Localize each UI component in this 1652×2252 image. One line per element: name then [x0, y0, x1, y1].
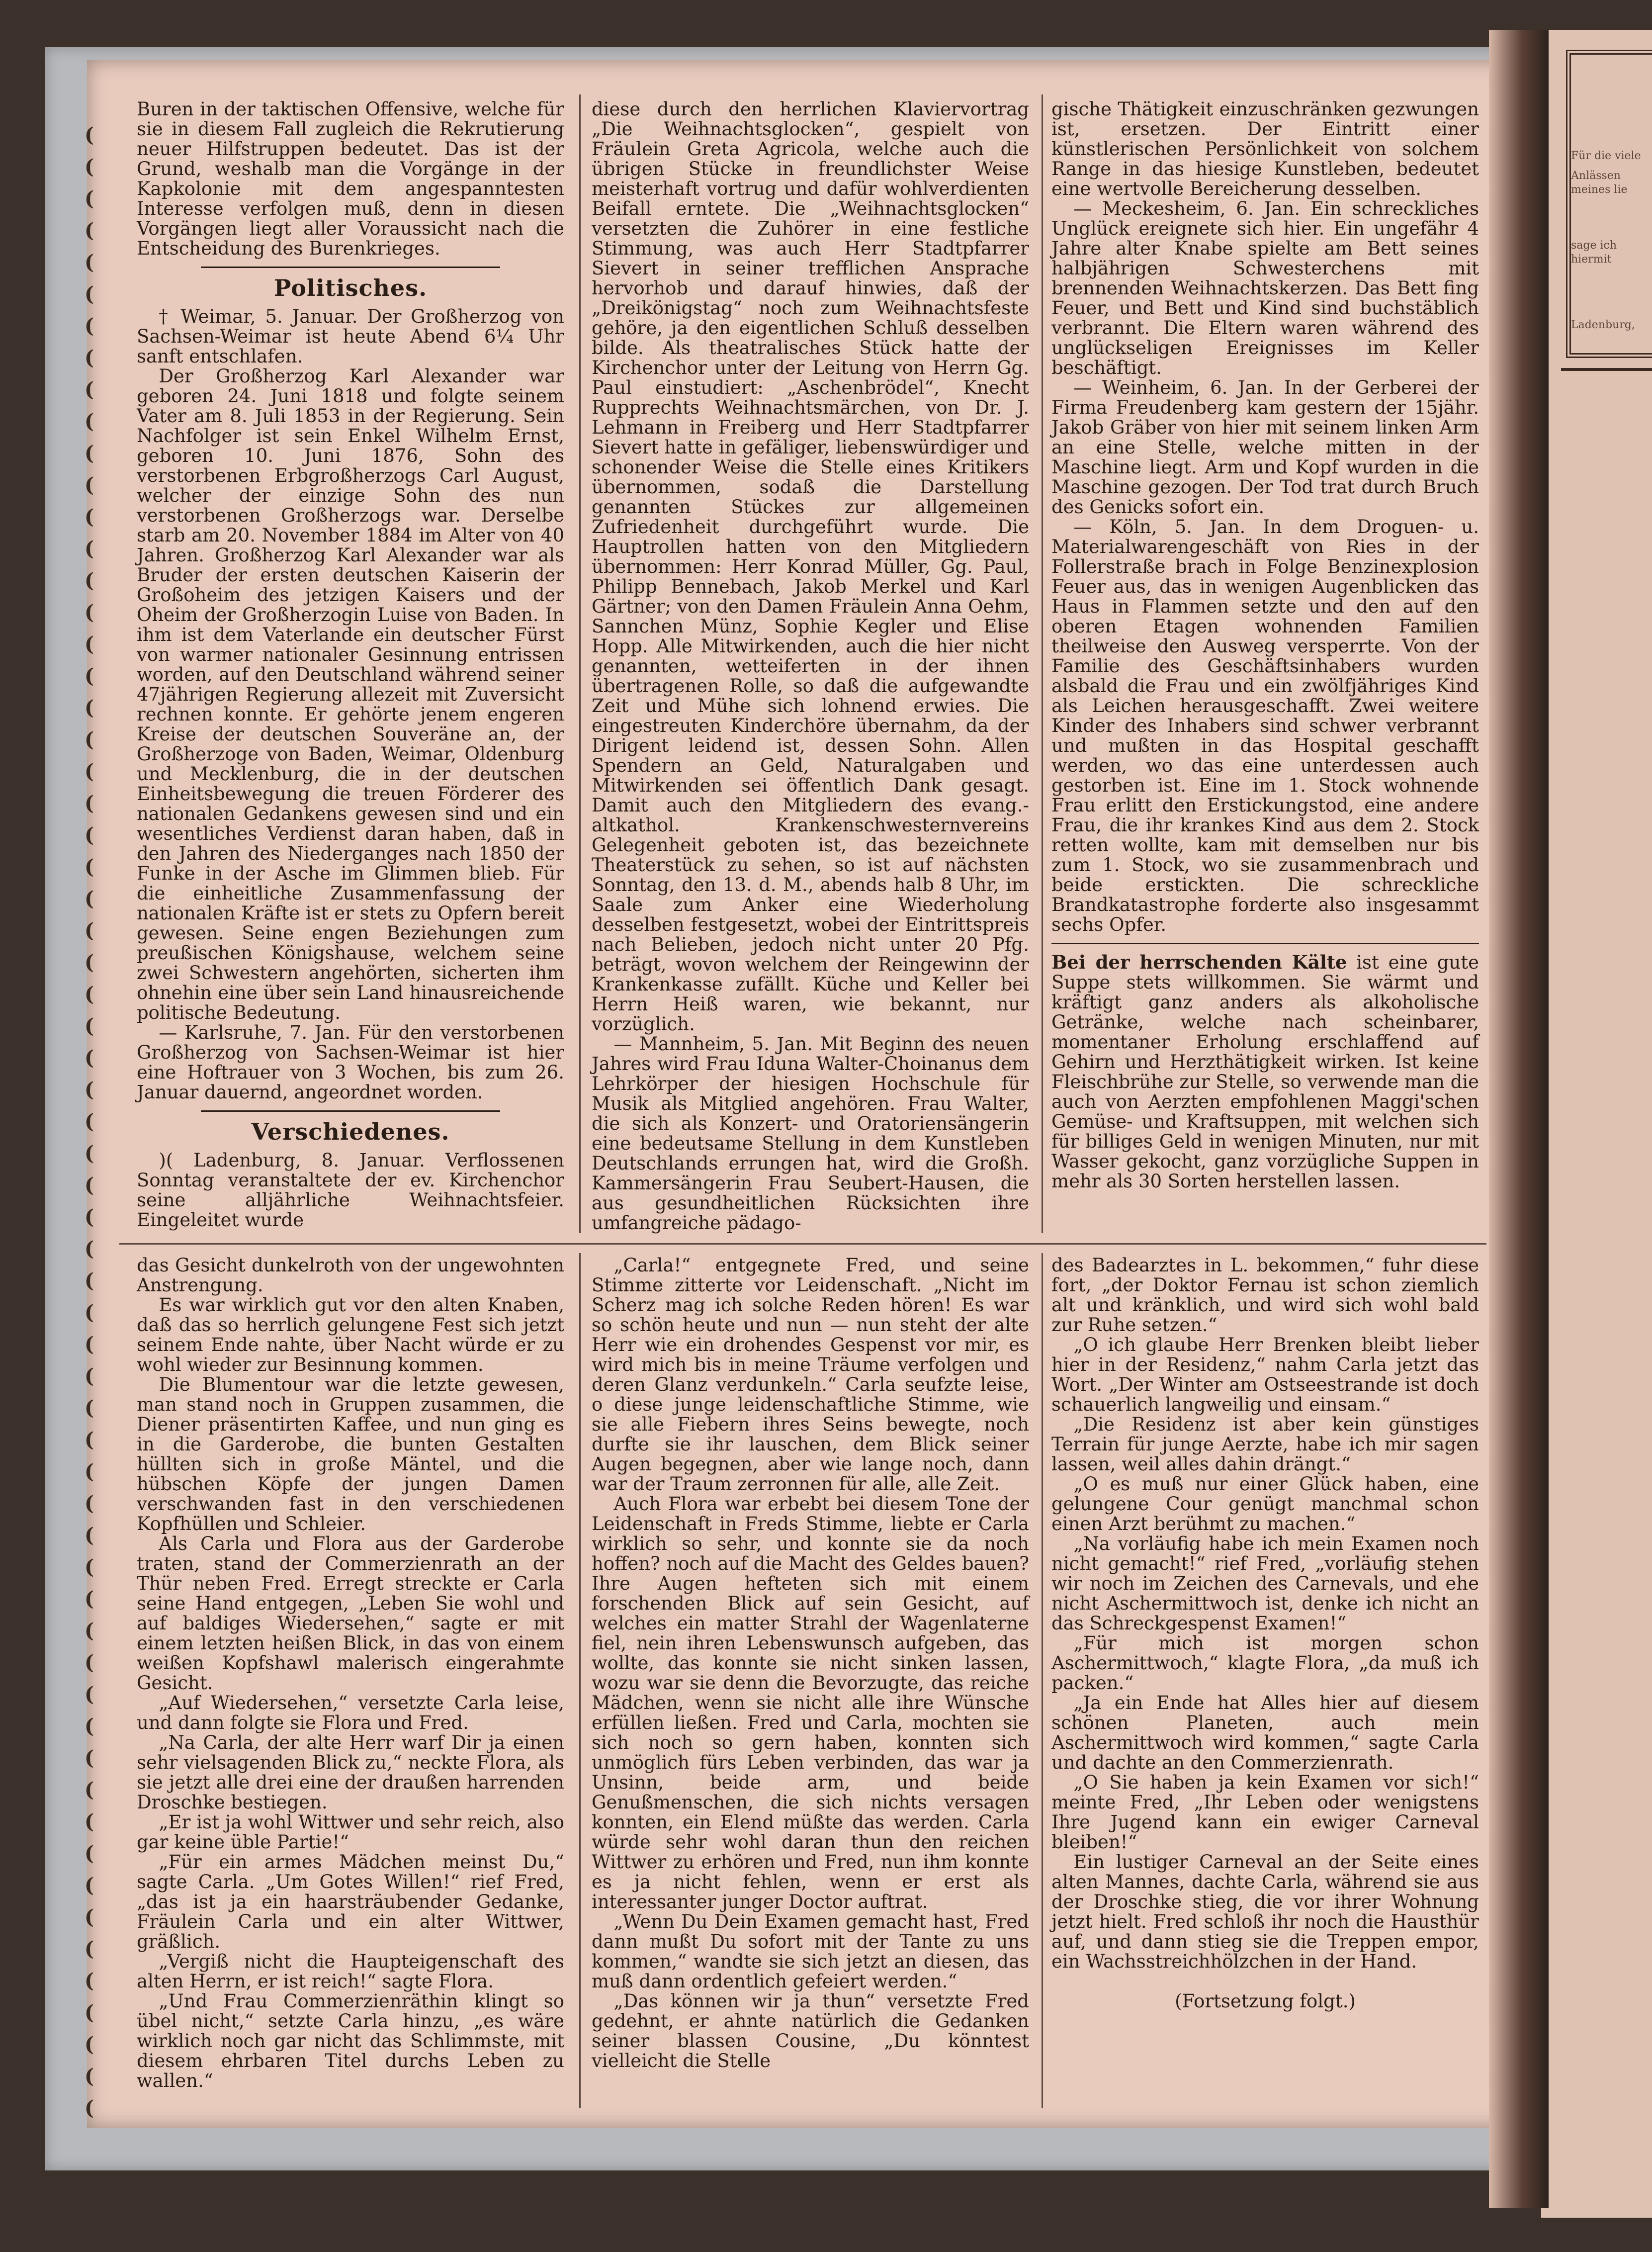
story-paragraph: „Er ist ja wohl Wittwer und sehr reich, also gar keine üble Partie!“ [137, 1811, 564, 1853]
article-paragraph: — Köln, 5. Jan. In dem Droguen- u. Materialwarengeschäft von Ries in der Follerstraße brach in Folge Benzinexplosion Feuer aus, das in wenigen Augenblicken das Haus in Flammen setzte und den auf den oberen Etagen wohnenden Familien theilweise den Ausweg versperrte. Von der Familie des Geschäftsinhabers wurden alsbald die Frau und ein zwölfjähriges Kind als Leichen herausgeschafft. Zwei weitere Kinder des Inhabers sind schwer verbrannt und mußten in das Hospital geschafft werden, wo das eine unterdessen auch gestorben ist. Eine im 1. Stock wohnende Frau erlitt den Erstickungstod, eine andere Frau, die ihr krankes Kind aus dem 2. Stock retten wollte, kam mit demselben nur bis zum 1. Stock, wo sie zusammenbrach und beide erstickten. Die schreckliche Brandkatastrophe forderte also insgesammt sechs Opfer. [1051, 516, 1479, 935]
story-paragraph: „Und Frau Commerzienräthin klingt so übel nicht,“ setzte Carla hinzu, „es wäre wirklich noch gar nicht das Schlimmste, mit diesem ehrbaren Titel durchs Leben zu wallen.“ [137, 1990, 564, 2091]
section-heading-verschiedenes: Verschiedenes. [251, 1118, 450, 1145]
story-paragraph: „Na vorläufig habe ich mein Examen noch nicht gemacht!“ rief Fred, „vorläufig stehen wir noch im Zeichen des Carnevals, und ehe nicht Aschermittwoch ist, denke ich nicht an das Schreckgespenst Examen!“ [1051, 1533, 1479, 1634]
article-paragraph: † Weimar, 5. Januar. Der Großherzog von Sachsen-Weimar ist heute Abend 6¼ Uhr sanft entschlafen. [137, 306, 564, 367]
adjacent-page-line: Für die viele [1571, 150, 1641, 162]
feuilleton-column-1 [137, 1256, 564, 2091]
story-paragraph: „Na Carla, der alte Herr warf Dir ja einen sehr vielsagenden Blick zu,“ neckte Flora, als sie jetzt alle drei eine der draußen harrenden Droschke bestiegen. [137, 1732, 564, 1813]
feuilleton-divider [119, 1243, 1486, 1245]
story-paragraph: „Vergiß nicht die Haupteigenschaft des alten Herrn, er ist reich!“ sagte Flora. [137, 1951, 564, 1992]
story-paragraph: das Gesicht dunkelroth von der ungewohnten Anstrengung. [137, 1255, 564, 1296]
article-paragraph: Buren in der taktischen Offensive, welche für sie in diesem Fall zugleich die Rekrutierung neuer Hilfstruppen bedeutet. Das ist der Grund, weshalb man die Vorgänge in der Kapkolonie mit dem angespanntesten Interesse verfolgen muß, denn in diesen Vorgängen liegt aller Voraussicht nach die Entscheidung des Burenkrieges. [137, 98, 564, 259]
article-paragraph: diese durch den herrlichen Klaviervortrag „Die Weihnachtsglocken“, gespielt von Fräulein Greta Agricola, welche auch die übrigen Stücke in freundlichster Weise meisterhaft vortrug und dafür wohlverdienten Beifall erntete. Die „Weihnachtsglocken“ versetzten die Zuhörer in eine festliche Stimmung, was auch Herr Stadtpfarrer Sievert in seiner trefflichen Ansprache hervorhob und darauf hinwies, daß der „Dreikönigstag“ noch zum Weihnachtsfeste gehöre, ja den eigentlichen Schluß desselben bilde. Als theatralisches Stück hatte der Kirchenchor unter der Leitung von Herrn Gg. Paul einstudiert: „Aschenbrödel“, Knecht Rupprechts Weihnachtsmärchen, von Dr. J. Lehmann in Freiberg und Herr Stadtpfarrer Sievert hatte in gefäliger, liebenswürdiger und schonender Weise die Stelle eines Kritikers übernommen, sodaß die Darstellung genannten Stückes zur allgemeinen Zufriedenheit durchgeführt wurde. Die Hauptrollen hatten von den Mitgliedern übernommen: Herr Konrad Müller, Gg. Paul, Philipp Bennebach, Jakob Merkel und Karl Gärtner; von den Damen Fräulein Anna Oehm, Sannchen Münz, Sophie Kegler und Elise Hopp. Alle Mitwirkenden, auch die hier nicht genannten, wetteiferten in der ihnen übertragenen Rolle, so daß die aufgewandte Zeit und Mühe sich lohnend erwies. Die eingestreuten Kinderchöre übernahm, da der Dirigent leidend ist, dessen Sohn. Allen Spendern an Geld, Naturalgaben und Mitwirkenden sei öffentlich Dank gesagt. Damit auch den Mitgliedern des evang.-altkathol. Krankenschwesternvereins Gelegenheit geboten ist, das bezeichnete Theaterstück zu sehen, so ist auf nächsten Sonntag, den 13. d. M., abends halb 8 Uhr, im Saale zum Anker eine Wiederholung desselben festgesetzt, wobei der Eintrittspreis nach Belieben, jedoch nicht unter 20 Pfg. beträgt, wovon welchem der Reingewinn der Krankenkasse zufällt. Küche und Keller bei Herrn Heiß waren, wie bekannt, nur vorzüglich. [592, 98, 1029, 1035]
feuilleton-column-2 [592, 1256, 1029, 2071]
article-paragraph: gische Thätigkeit einzuschränken gezwungen ist, ersetzen. Der Eintritt einer künstlerischen Persönlichkeit von solchem Range in das hiesige Kunstleben, bedeutet eine wertvolle Bereicherung desselben. [1051, 98, 1479, 199]
story-paragraph: „Ja ein Ende hat Alles hier auf diesem schönen Planeten, auch mein Aschermittwoch wird kommen,“ sagte Carla und dachte an den Commerzienrath. [1051, 1692, 1479, 1773]
story-paragraph: Auch Flora war erbebt bei diesem Tone der Leidenschaft in Freds Stimme, liebte er Carla wirklich so sehr, und konnte sie da noch hoffen? noch auf die Macht des Geldes bauen? Ihre Augen hefteten sich mit einem forschenden Blick auf sein Gesicht, auf welches ein matter Strahl der Wagenlaterne fiel, nein ihren Lebenswunsch aufgeben, das wollte, das konnte sie nicht sinken lassen, wozu war sie denn die Bevorzugte, das reiche Mädchen, wenn sie nicht alle ihre Wünsche erfüllen ließen. Fred und Carla, mochten sie sich noch so gern haben, konnten sich unmöglich fürs Leben verbinden, das war ja Unsinn, beide arm, und beide Genußmenschen, die sich nichts versagen konnten, ein Elend müßte das werden. Carla würde sehr wohl daran thun den reichen Wittwer zu erhören und Fred, nun ihm konnte es ja nicht fehlen, wenn er erst als interessanter junger Doctor auftrat. [592, 1493, 1029, 1912]
article-paragraph: — Meckesheim, 6. Jan. Ein schreckliches Unglück ereignete sich hier. Ein ungefähr 4 Jahre alter Knabe spielte am Bett seines halbjährigen Schwesterchens mit brennenden Weihnachtskerzen. Das Bett fing Feuer, und Bett und Kind sind buchstäblich verbrannt. Die Eltern waren während des unglückseligen Ereignisses im Keller beschäftigt. [1051, 198, 1479, 378]
column-rule [579, 94, 581, 1233]
story-paragraph: des Badearztes in L. bekommen,“ fuhr diese fort, „der Doktor Fernau ist schon ziemlich alt und kränklich, und wird sich wohl bald zur Ruhe setzen.“ [1051, 1255, 1479, 1336]
story-paragraph: „O es muß nur einer Glück haben, eine gelungene Cour genügt manchmal schon einen Arzt berühmt zu machen.“ [1051, 1473, 1479, 1534]
upper-column-1 [137, 99, 564, 1230]
adjacent-page-line: Anlässen meines lie [1571, 170, 1628, 196]
story-paragraph: „Für ein armes Mädchen meinst Du,“ sagte Carla. „Um Gotes Willen!“ rief Fred, „das ist ja ein haarsträubender Gedanke, Fräulein Carla und ein alter Wittwer, gräßlich. [137, 1851, 564, 1952]
continuation-note: (Fortsetzung folgt.) [1175, 1990, 1356, 2012]
story-paragraph: „Wenn Du Dein Examen gemacht hast, Fred dann mußt Du sofort mit der Tante zu uns kommen,“ wandte sie sich jetzt an diesen, das muß dann ordentlich gefeiert werden.“ [592, 1911, 1029, 1992]
binding-marks: ( ( ( ( ( ( ( ( ( ( ( ( ( ( ( ( ( ( ( ( ( ( ( ( ( ( ( ( ( ( ( ( ( ( ( ( ( ( ( ( ( ( ( ( ( ( ( ( ( ( ( ( ( ( ( ( ( ( ( ( ( ( ( [85, 123, 94, 2120]
story-paragraph: „O ich glaube Herr Brenken bleibt lieber hier in der Residenz,“ nahm Carla jetzt das Wort. „Der Winter am Ostseestrande ist doch schauerlich langweilig und einsam.“ [1051, 1334, 1479, 1415]
adjacent-page-notice-frame [1566, 50, 1652, 358]
story-paragraph: Die Blumentour war die letzte gewesen, man stand noch in Gruppen zusammen, die Diener präsentirten Kaffee, und nun ging es in die Garderobe, die bunten Gestalten hüllten sich in große Mäntel, und die hübschen Köpfe der jungen Damen verschwanden fast in den verschiedenen Kopfhüllen und Schleier. [137, 1374, 564, 1534]
adjacent-page-line: sage ich hiermit [1571, 239, 1617, 266]
article-paragraph: — Weinheim, 6. Jan. In der Gerberei der Firma Freudenberg kam gestern der 15jähr. Jakob Gräber von hier mit seinem linken Arm an eine Stelle, welche mitten in der Maschine liegt. Arm und Kopf wurden in die Maschine gezogen. Der Tod trat durch Bruch des Genicks sofort ein. [1051, 377, 1479, 518]
story-paragraph: „Carla!“ entgegnete Fred, und seine Stimme zitterte vor Leidenschaft. „Nicht im Scherz mag ich solche Reden hören! Es war so schön heute und nun — nun steht der alte Herr wie ein drohendes Gespenst vor mir, es wird mich bis in meine Träume verfolgen und deren Glanz verdunkeln.“ Carla seufzte leise, o diese junge leidenschaftliche Stimme, wie sie alle Fiebern ihres Seins bewegte, noch durfte sie ihr lauschen, dem Blick seiner Augen begegnen, aber wie lange noch, dann war der Traum zerronnen für alle, alle Zeit. [592, 1255, 1029, 1495]
feuilleton-column-3 [1051, 1256, 1479, 2011]
book-gutter [1489, 30, 1549, 2208]
upper-column-2 [592, 99, 1029, 1233]
column-rule [579, 1253, 581, 2108]
story-paragraph: Als Carla und Flora aus der Garderobe traten, stand der Commerzienrath an der Thür neben Fred. Erregt streckte er Carla seine Hand entgegen, „Leben Sie wohl und auf baldiges Wiedersehen,“ sagte er mit einem letzten heißen Blick, in das von einem weißen Kopfshawl malerisch eingerahmte Gesicht. [137, 1533, 564, 1694]
story-paragraph: „O Sie haben ja kein Examen vor sich!“ meinte Fred, „Ihr Leben oder wenigstens Ihre Jugend kann ein ewiger Carneval bleiben!“ [1051, 1772, 1479, 1853]
advert-text: ist eine gute Suppe stets willkommen. Sie wärmt und kräftigt ganz anders als alkoholische Getränke, welche nach scheinbarer, momentaner Erholung erschlaffend auf Gehirn und Herzthätigkeit wirken. Ist keine Fleischbrühe zur Stelle, so verwende man die auch von Aerzten empfohlenen Maggi'schen Gemüse- und Kraftsuppen, mit welchen sich für billiges Geld in wenigen Minuten, nur mit Wasser gekocht, ganz vorzügliche Suppen in mehr als 30 Sorten herstellen lassen. [1051, 952, 1479, 1192]
section-rule [201, 1110, 500, 1112]
upper-column-3 [1051, 99, 1479, 1191]
advert-lead: Bei der herrschenden Kälte [1051, 951, 1347, 973]
article-paragraph: )( Ladenburg, 8. Januar. Verflossenen Sonntag veranstaltete der ev. Kirchenchor seine alljährliche Weihnachtsfeier. Eingeleitet wurde [137, 1150, 564, 1231]
article-paragraph: Der Großherzog Karl Alexander war geboren 24. Juni 1818 und folgte seinem Vater am 8. Juli 1853 in der Regierung. Sein Nachfolger ist sein Enkel Wilhelm Ernst, geboren 10. Juni 1876, Sohn des verstorbenen Erbgroßherzogs Carl August, welcher der einzige Sohn des nun verstorbenen Großherzogs war. Derselbe starb am 20. November 1884 im Alter von 40 Jahren. Großherzog Karl Alexander war als Bruder der ersten deutschen Kaiserin der Großoheim des jetzigen Kaisers und der Oheim der Großherzogin Luise von Baden. In ihm ist dem Vaterlande ein deutscher Fürst von warmer nationaler Gesinnung entrissen worden, auf den Deutschland während seiner 47jährigen Regierung allezeit mit Zuversicht rechnen konnte. Er gehörte jenem engeren Kreise der deutschen Souveräne an, der Großherzoge von Baden, Weimar, Oldenburg und Mecklenburg, die in der deutschen Einheitsbewegung die treuen Förderer des nationalen Gedankens gewesen sind und ein wesentliches Verdienst daran haben, daß in den Jahren des Niederganges nach 1850 der Funke in der Asche im Glimmen blieb. Für die einheitliche Zusammenfassung der nationalen Kräfte ist er stets zu Opfern bereit gewesen. Seine engen Beziehungen zum preußischen Königshause, welchem seine zwei Schwestern angehörten, sicherten ihm ohnehin eine über sein Land hinausreichende politische Bedeutung. [137, 365, 564, 1023]
story-paragraph: Ein lustiger Carneval an der Seite eines alten Mannes, dachte Carla, während sie aus der Droschke stieg, die vor ihrer Wohnung jetzt hielt. Fred schloß ihr noch die Hausthür auf, und dann stieg sie die Treppen empor, ein Wachsstreichhölzchen in der Hand. [1051, 1851, 1479, 1972]
advert-rule [1051, 943, 1479, 944]
article-paragraph: — Karlsruhe, 7. Jan. Für den verstorbenen Großherzog von Sachsen-Weimar ist hier eine Hoftrauer von 3 Wochen, bis zum 26. Januar dauernd, angeordnet worden. [137, 1022, 564, 1103]
story-paragraph: „Das können wir ja thun“ versetzte Fred gedehnt, er ahnte natürlich die Gedanken seiner blassen Cousine, „Du könntest vielleicht die Stelle [592, 1990, 1029, 2072]
section-heading-politisches: Politisches. [273, 274, 428, 301]
section-rule [201, 267, 500, 268]
story-paragraph: Es war wirklich gut vor den alten Knaben, daß das so herrlich gelungene Fest sich jetzt seinem Ende nahte, über Nacht würde er zu wohl wieder zur Besinnung kommen. [137, 1294, 564, 1375]
story-paragraph: „Für mich ist morgen schon Aschermittwoch,“ klagte Flora, „da muß ich packen.“ [1051, 1632, 1479, 1694]
column-rule [1042, 1253, 1043, 2108]
story-paragraph: „Die Residenz ist aber kein günstiges Terrain für junge Aerzte, habe ich mir sagen lassen, weil alles dahin drängt.“ [1051, 1414, 1479, 1475]
article-paragraph: — Mannheim, 5. Jan. Mit Beginn des neuen Jahres wird Frau Iduna Walter-Choinanus dem Lehrkörper der hiesigen Hochschule für Musik als Mitglied angehören. Frau Walter, die sich als Konzert- und Oratoriensängerin eine bedeutsame Stellung in dem Kunstleben Deutschlands errungen hat, wird die Großh. Kammersängerin Frau Seubert-Hausen, die aus gesundheitlichen Rücksichten ihre umfangreiche pädago- [592, 1033, 1029, 1234]
maggi-advertisement [1051, 952, 1479, 1191]
adjacent-page [1541, 30, 1652, 2218]
story-paragraph: „Auf Wiedersehen,“ versetzte Carla leise, und dann folgte sie Flora und Fred. [137, 1692, 564, 1733]
adjacent-page-line: Ladenburg, [1571, 319, 1635, 331]
adjacent-page-rule [1561, 368, 1652, 371]
column-rule [1042, 94, 1043, 1233]
